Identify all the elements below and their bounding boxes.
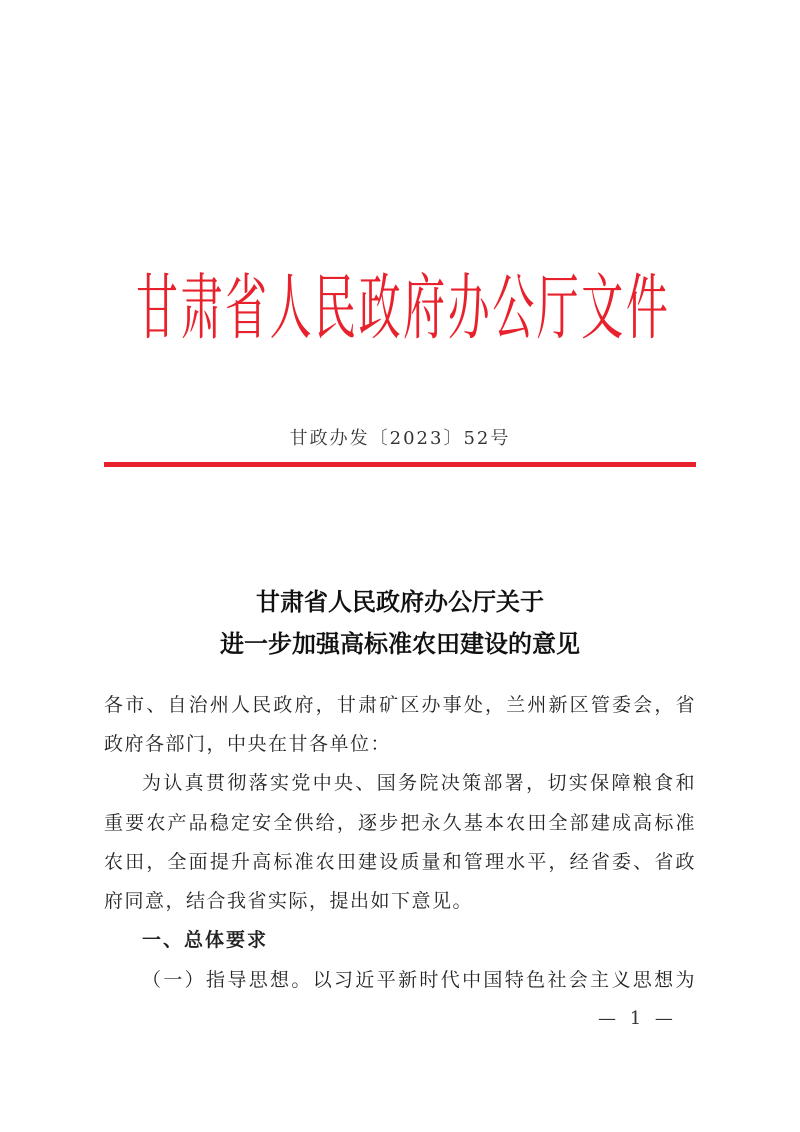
section-heading: 一、总体要求 bbox=[142, 929, 269, 951]
header-char: 厅 bbox=[536, 266, 579, 350]
header-char: 办 bbox=[447, 266, 490, 350]
addressee-line: 政府各部门，中央在甘各单位： bbox=[104, 733, 392, 755]
header-char: 件 bbox=[625, 266, 668, 350]
document-number: 甘政办发〔2023〕52号 bbox=[289, 428, 511, 449]
header-char: 民 bbox=[314, 266, 357, 350]
body-line: 为认真贯彻落实党中央、国务院决策部署，切实保障粮食和 bbox=[142, 772, 696, 794]
header-char: 人 bbox=[269, 266, 312, 350]
header-char: 政 bbox=[358, 266, 401, 350]
body-line: （一）指导思想。以习近平新时代中国特色社会主义思想为 bbox=[142, 969, 696, 991]
document-title-line-2: 进一步加强高标准农田建设的意见 bbox=[220, 630, 580, 658]
document-title-line-1: 甘肃省人民政府办公厅关于 bbox=[256, 588, 544, 616]
body-line: 农田，全面提升高标准农田建设质量和管理水平，经省委、省政 bbox=[104, 851, 696, 873]
header-char: 公 bbox=[492, 266, 535, 350]
header-char: 肃 bbox=[180, 266, 223, 350]
body-line: 府同意，结合我省实际，提出如下意见。 bbox=[104, 890, 474, 912]
header-char: 府 bbox=[403, 266, 446, 350]
page-number: — 1 — bbox=[598, 1008, 677, 1029]
red-divider bbox=[104, 462, 696, 467]
header-char: 省 bbox=[225, 266, 268, 350]
body-line: 重要农产品稳定安全供给，逐步把永久基本农田全部建成高标准 bbox=[104, 812, 696, 834]
issuer-red-header bbox=[135, 268, 669, 350]
addressee-line: 各市、自治州人民政府，甘肃矿区办事处，兰州新区管委会，省 bbox=[104, 694, 696, 716]
header-char: 文 bbox=[581, 266, 624, 350]
header-char: 甘 bbox=[135, 266, 178, 350]
